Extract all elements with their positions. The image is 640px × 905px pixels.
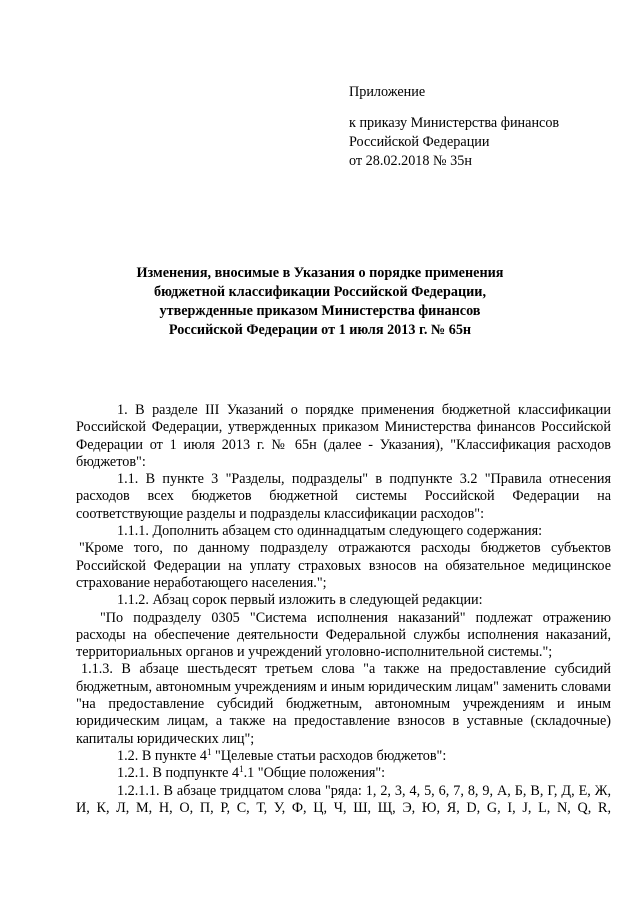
paragraph-1-2	[76, 748, 611, 765]
paragraph-1-2-1-tail: .1 "Общие положения":	[243, 765, 386, 782]
document-body	[76, 402, 611, 817]
annex-gap	[349, 102, 619, 114]
paragraph-1-2-text: 1.2. В пункте 4	[117, 747, 207, 764]
paragraph-1-2-tail: "Целевые статьи расходов бюджетов":	[211, 747, 447, 764]
paragraph-1-1: 1.1. В пункте 3 "Разделы, подразделы" в подпункте 3.2 "Правила отнесения расходов всех бюджетов бюджетной системы Российской Федерации на соответствующие разделы и подразделы классификации расходов":	[76, 471, 611, 522]
annex-date-number: от 28.02.2018 № 35н	[349, 153, 472, 169]
paragraph-1-2-1-1: 1.2.1.1. В абзаце тридцатом слова "ряда: 1, 2, 3, 4, 5, 6, 7, 8, 9, А, Б, В, Г, Д, Е, Ж, И, К, Л, М, Н, О, П, Р, С, Т, У, Ф, Ц, Ч, Ш, Щ, Э, Ю, Я, D, G, I, J, L, N, Q, R,	[76, 782, 611, 816]
document-title	[60, 264, 580, 340]
title-line-1: Изменения, вносимые в Указания о порядке применения	[136, 265, 504, 281]
paragraph-1-2-1-text: 1.2.1. В подпункте 4	[117, 765, 240, 782]
paragraph-1-1-3: 1.1.3. В абзаце шестьдесят третьем слова "а также на предоставление субсидий бюджетным, автономным учреждениям и иным юридическим лицам" заменить словами "на предоставление субсидий бюджетным, автономным учреждениям и иным юридическим лицам, а также на предоставление взносов в уставные (складочные) капиталы юридических лиц";	[76, 661, 611, 747]
paragraph-1-1-2: 1.1.2. Абзац сорок первый изложить в следующей редакции:	[117, 592, 483, 609]
title-line-2: бюджетной классификации Российской Федерации,	[153, 284, 487, 300]
annex-title: Приложение	[349, 84, 426, 100]
paragraph-1-2-1-sup: 1	[239, 764, 244, 775]
title-line-3: утвержденные приказом Министерства финансов	[159, 303, 481, 319]
annex-order-ref: к приказу Министерства финансов	[349, 115, 560, 131]
paragraph-1-2-sup: 1	[206, 746, 212, 757]
annex-header	[349, 83, 619, 171]
paragraph-1-1-1: 1.1.1. Дополнить абзацем сто одиннадцатым следующего содержания:	[117, 523, 543, 540]
annex-ministry: Российской Федерации	[349, 134, 490, 150]
quoted-paragraph-1: "Кроме того, по данному подразделу отражаются расходы бюджетов субъектов Российской Федерации на уплату страховых взносов на обязательное медицинское страхование неработающего населения.";	[76, 540, 611, 591]
quoted-paragraph-2: "По подразделу 0305 "Система исполнения наказаний" подлежат отражению расходы на обеспечение деятельности Федеральной службы исполнения наказаний, территориальных органов и учреждений уголовно-исполнительной системы.";	[76, 609, 611, 661]
paragraph-1-2-1	[76, 765, 611, 782]
paragraph-1: 1. В разделе III Указаний о порядке применения бюджетной классификации Российской Федерации, утвержденных приказом Министерства финансов Российской Федерации от 1 июля 2013 г. № 65н (далее - Указания), "Классификация расходов бюджетов":	[76, 402, 611, 470]
title-line-4: Российской Федерации от 1 июля 2013 г. № 65н	[168, 322, 472, 338]
